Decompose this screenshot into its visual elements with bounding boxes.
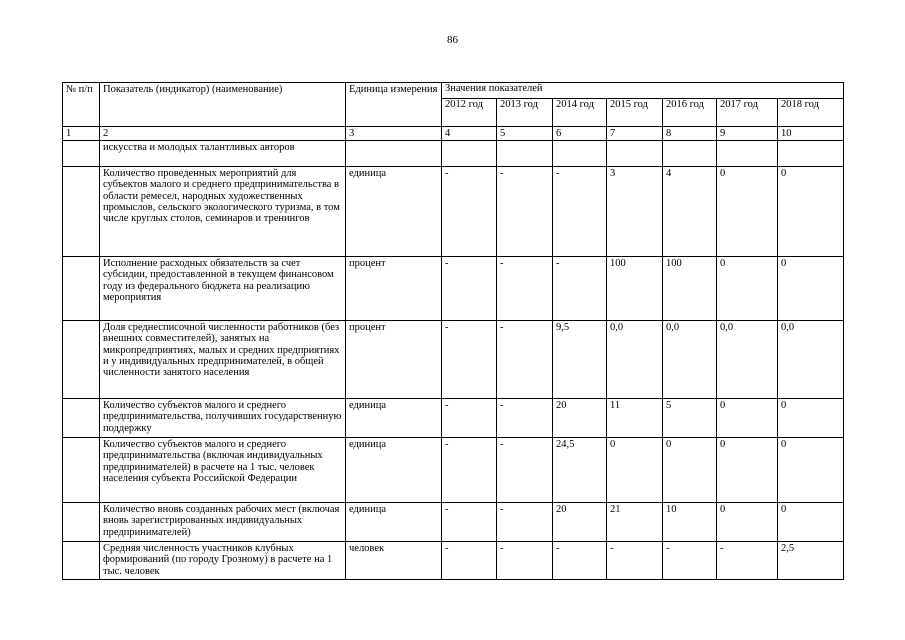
value-cell: 0 [717, 503, 778, 542]
indicator-name: Средняя численность участников клубных формирований (по городу Грозному) в расчете на 1 тыс. человек [100, 542, 346, 580]
indicator-name: Исполнение расходных обязательств за счет субсидии, предоставленной в текущем финансовом году из федерального бюджета на реализацию мероприятия [100, 257, 346, 321]
table-row [63, 503, 844, 542]
row-num-cell [63, 167, 100, 257]
header-year: 2015 год [607, 99, 663, 127]
value-cell: - [497, 503, 553, 542]
col-number: 4 [442, 127, 497, 141]
indicator-name: Количество вновь созданных рабочих мест (включая вновь зарегистрированных индивидуальных предпринимателей) [100, 503, 346, 542]
unit-cell: человек [346, 542, 442, 580]
value-cell: 0,0 [607, 321, 663, 399]
row-num-cell [63, 257, 100, 321]
table-row [63, 542, 844, 580]
value-cell: 10 [663, 503, 717, 542]
value-cell: 0 [778, 167, 844, 257]
header-year: 2012 год [442, 99, 497, 127]
indicator-name: Доля среднесписочной численности работников (без внешних совместителей), занятых на микропредприятиях, малых и средних предприятиях и у индивидуальных предпринимателей, в общей численности занятого населения [100, 321, 346, 399]
row-num-cell [63, 399, 100, 438]
unit-cell: процент [346, 321, 442, 399]
header-unit: Единица измерения [346, 83, 442, 127]
value-cell: - [497, 542, 553, 580]
row-num-cell [63, 503, 100, 542]
header-indicator: Показатель (индикатор) (наименование) [100, 83, 346, 127]
col-number: 8 [663, 127, 717, 141]
unit-cell: единица [346, 503, 442, 542]
value-cell: - [553, 167, 607, 257]
row-num-cell [63, 438, 100, 503]
table-row [63, 257, 844, 321]
row-num-cell [63, 141, 100, 167]
value-cell: - [497, 257, 553, 321]
page-number: 86 [447, 34, 458, 46]
table-row [63, 438, 844, 503]
value-cell: 0 [717, 438, 778, 503]
value-cell [497, 141, 553, 167]
table-row [63, 167, 844, 257]
value-cell: - [442, 257, 497, 321]
table-row [63, 399, 844, 438]
value-cell: 20 [553, 399, 607, 438]
indicators-table [62, 82, 844, 580]
value-cell: 4 [663, 167, 717, 257]
col-number: 7 [607, 127, 663, 141]
indicator-name: Количество проведенных мероприятий для субъектов малого и среднего предпринимательства в области ремесел, народных художественных промыслов, сельского экологического туризма, в том числе круглых столов, семинаров и тренингов [100, 167, 346, 257]
value-cell: 0 [778, 257, 844, 321]
value-cell [553, 141, 607, 167]
header-year: 2017 год [717, 99, 778, 127]
value-cell: 0 [778, 438, 844, 503]
value-cell: 0 [607, 438, 663, 503]
table-row [63, 141, 844, 167]
value-cell: 9,5 [553, 321, 607, 399]
indicator-name: Количество субъектов малого и среднего предпринимательства (включая индивидуальных предпринимателей) в расчете на 1 тыс. человек населения субъекта Российской Федерации [100, 438, 346, 503]
col-number: 3 [346, 127, 442, 141]
value-cell: - [442, 503, 497, 542]
value-cell: 0,0 [778, 321, 844, 399]
value-cell: 0 [778, 399, 844, 438]
value-cell: 24,5 [553, 438, 607, 503]
value-cell: 5 [663, 399, 717, 438]
value-cell: 0 [663, 438, 717, 503]
value-cell: - [442, 438, 497, 503]
value-cell: - [497, 399, 553, 438]
col-number: 5 [497, 127, 553, 141]
value-cell: 11 [607, 399, 663, 438]
row-num-cell [63, 321, 100, 399]
value-cell: - [497, 167, 553, 257]
value-cell [607, 141, 663, 167]
value-cell: 0 [717, 167, 778, 257]
value-cell: 0 [717, 399, 778, 438]
value-cell: 100 [607, 257, 663, 321]
col-number: 9 [717, 127, 778, 141]
indicator-name: искусства и молодых талантливых авторов [100, 141, 346, 167]
value-cell: - [553, 257, 607, 321]
value-cell: - [442, 321, 497, 399]
row-num-cell [63, 542, 100, 580]
col-number: 6 [553, 127, 607, 141]
col-number: 2 [100, 127, 346, 141]
value-cell: 100 [663, 257, 717, 321]
header-year: 2013 год [497, 99, 553, 127]
value-cell: 21 [607, 503, 663, 542]
col-number: 1 [63, 127, 100, 141]
table-row [63, 321, 844, 399]
value-cell: 0,0 [663, 321, 717, 399]
value-cell: 0,0 [717, 321, 778, 399]
header-year: 2018 год [778, 99, 844, 127]
header-year: 2014 год [553, 99, 607, 127]
col-number: 10 [778, 127, 844, 141]
value-cell: 2,5 [778, 542, 844, 580]
value-cell [442, 141, 497, 167]
value-cell: - [442, 167, 497, 257]
value-cell: - [663, 542, 717, 580]
unit-cell: единица [346, 167, 442, 257]
header-year: 2016 год [663, 99, 717, 127]
unit-cell: единица [346, 438, 442, 503]
unit-cell: единица [346, 399, 442, 438]
unit-cell [346, 141, 442, 167]
value-cell: - [553, 542, 607, 580]
value-cell: 0 [778, 503, 844, 542]
header-num: № п/п [63, 83, 100, 127]
value-cell [778, 141, 844, 167]
value-cell: - [717, 542, 778, 580]
value-cell: - [607, 542, 663, 580]
value-cell [717, 141, 778, 167]
value-cell: 0 [717, 257, 778, 321]
value-cell: 3 [607, 167, 663, 257]
header-values: Значения показателей [442, 83, 844, 99]
value-cell: - [442, 542, 497, 580]
indicator-name: Количество субъектов малого и среднего предпринимательства, получивших государственную поддержку [100, 399, 346, 438]
value-cell [663, 141, 717, 167]
value-cell: - [497, 321, 553, 399]
value-cell: - [497, 438, 553, 503]
value-cell: - [442, 399, 497, 438]
unit-cell: процент [346, 257, 442, 321]
value-cell: 20 [553, 503, 607, 542]
